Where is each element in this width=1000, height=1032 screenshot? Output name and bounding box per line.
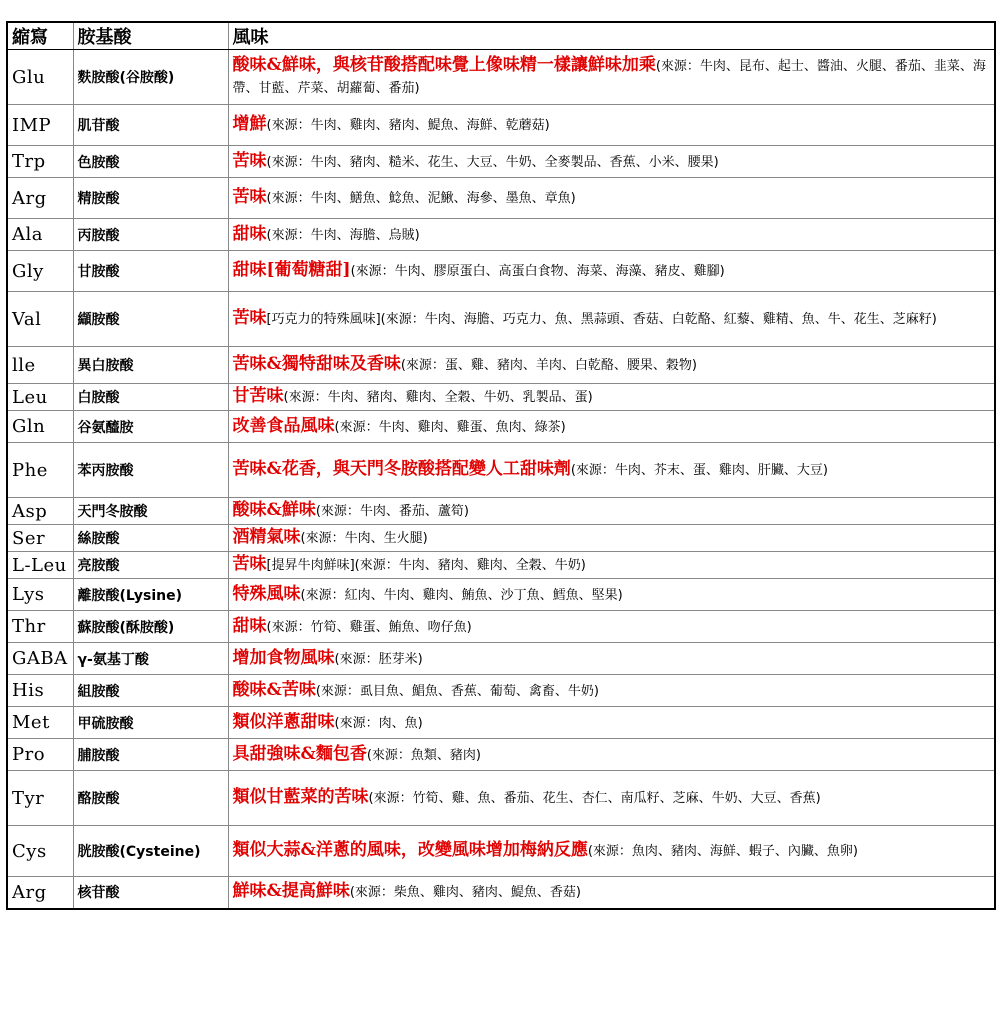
- cell-flavor: [228, 443, 995, 498]
- cell-flavor: [228, 643, 995, 675]
- table-row: [7, 611, 995, 643]
- cell-abbr: Pro: [7, 739, 73, 771]
- table-row: [7, 707, 995, 739]
- flavor-source: (來源：牛肉、鱔魚、鯰魚、泥鰍、海參、墨魚、章魚): [266, 191, 576, 206]
- amino-acid-table-container: [6, 21, 994, 910]
- cell-amino-acid: 麩胺酸(谷胺酸): [73, 50, 228, 105]
- cell-flavor: [228, 411, 995, 443]
- flavor-highlight: 苦味: [232, 308, 267, 328]
- flavor-highlight: 苦味&獨特甜味及香味: [232, 354, 401, 374]
- flavor-source: (來源：魚類、豬肉): [366, 747, 482, 763]
- cell-flavor: [228, 105, 995, 146]
- cell-abbr: Lys: [7, 579, 73, 611]
- cell-flavor: [228, 675, 995, 707]
- flavor-highlight: 酒精氣味: [232, 527, 301, 547]
- cell-flavor: [228, 707, 995, 739]
- cell-abbr: Glu: [7, 50, 73, 105]
- flavor-highlight: 甜味[葡萄糖甜]: [232, 260, 351, 280]
- flavor-source: (來源：牛肉、雞肉、雞蛋、魚肉、綠茶): [334, 419, 566, 435]
- header-flavor: 風味: [228, 22, 995, 50]
- cell-flavor: [228, 146, 995, 178]
- flavor-source: (來源：肉、魚): [334, 715, 423, 731]
- flavor-source: (來源：柴魚、雞肉、豬肉、鯷魚、香菇): [349, 885, 582, 901]
- cell-flavor: [228, 877, 995, 909]
- cell-amino-acid: 核苷酸: [73, 877, 228, 909]
- table-row: [7, 443, 995, 498]
- flavor-highlight: 具甜強味&麵包香: [232, 743, 367, 764]
- flavor-highlight: 苦味: [232, 554, 267, 574]
- cell-abbr: L-Leu: [7, 552, 73, 579]
- table-header-row: [7, 22, 995, 50]
- cell-flavor: [228, 525, 995, 552]
- flavor-highlight: 類似大蒜&洋蔥的風味，改變風味增加梅納反應: [232, 840, 588, 860]
- flavor-highlight: 增加食物風味: [232, 647, 335, 668]
- cell-flavor: [228, 611, 995, 643]
- cell-amino-acid: 亮胺酸: [73, 552, 228, 579]
- cell-flavor: [228, 347, 995, 384]
- cell-amino-acid: 甘胺酸: [73, 251, 228, 292]
- table-row: [7, 105, 995, 146]
- table-row: [7, 739, 995, 771]
- table-row: [7, 826, 995, 877]
- cell-amino-acid: 絲胺酸: [73, 525, 228, 552]
- cell-flavor: [228, 178, 995, 219]
- cell-amino-acid: 脯胺酸: [73, 739, 228, 771]
- table-row: [7, 347, 995, 384]
- flavor-highlight: 增鮮: [232, 114, 267, 134]
- flavor-source: (來源：魚肉、豬肉、海鮮、蝦子、內臟、魚卵): [587, 844, 859, 859]
- table-row: [7, 579, 995, 611]
- cell-amino-acid: γ-氨基丁酸: [73, 643, 228, 675]
- cell-abbr: Arg: [7, 877, 73, 909]
- flavor-source: (來源：竹筍、雞蛋、鮪魚、吻仔魚): [266, 619, 472, 635]
- table-row: [7, 50, 995, 105]
- cell-abbr: His: [7, 675, 73, 707]
- cell-abbr: lle: [7, 347, 73, 384]
- cell-amino-acid: 組胺酸: [73, 675, 228, 707]
- flavor-highlight: 甘苦味: [232, 386, 284, 406]
- cell-flavor: [228, 50, 995, 105]
- flavor-highlight: 酸味&苦味: [232, 679, 316, 700]
- cell-abbr: Gly: [7, 251, 73, 292]
- cell-flavor: [228, 251, 995, 292]
- amino-acid-flavor-table: [6, 21, 996, 910]
- table-row: [7, 498, 995, 525]
- cell-amino-acid: 蘇胺酸(酥胺酸): [73, 611, 228, 643]
- flavor-source: (來源：竹筍、雞、魚、番茄、花生、杏仁、南瓜籽、芝麻、牛奶、大豆、香蕉): [368, 791, 821, 806]
- cell-abbr: Val: [7, 292, 73, 347]
- flavor-source: (來源：紅肉、牛肉、雞肉、鮪魚、沙丁魚、鱈魚、堅果): [300, 587, 623, 603]
- cell-amino-acid: 色胺酸: [73, 146, 228, 178]
- cell-amino-acid: 苯丙胺酸: [73, 443, 228, 498]
- flavor-highlight: 苦味: [232, 150, 267, 171]
- flavor-highlight: 酸味&鮮味，與核苷酸搭配味覺上像味精一樣讓鮮味加乘: [232, 55, 656, 75]
- cell-amino-acid: 白胺酸: [73, 384, 228, 411]
- table-row: [7, 251, 995, 292]
- flavor-highlight: 特殊風味: [232, 583, 301, 604]
- table-row: [7, 643, 995, 675]
- cell-amino-acid: 甲硫胺酸: [73, 707, 228, 739]
- cell-amino-acid: 肌苷酸: [73, 105, 228, 146]
- cell-amino-acid: 天門冬胺酸: [73, 498, 228, 525]
- flavor-source: (來源：牛肉、昆布、起士、醬油、火腿、番茄、韭菜、海帶、甘藍、芹菜、胡蘿蔔、番茄): [232, 59, 986, 96]
- cell-flavor: [228, 292, 995, 347]
- cell-abbr: Asp: [7, 498, 73, 525]
- flavor-source: (來源：牛肉、雞肉、豬肉、鯷魚、海鮮、乾蘑菇): [266, 118, 550, 133]
- flavor-source: [提昇牛肉鮮味](來源：牛肉、豬肉、雞肉、全穀、牛奶): [266, 558, 586, 573]
- cell-amino-acid: 異白胺酸: [73, 347, 228, 384]
- table-row: [7, 146, 995, 178]
- flavor-source: (來源：牛肉、生火腿): [300, 531, 428, 546]
- cell-abbr: GABA: [7, 643, 73, 675]
- flavor-source: (來源：蛋、雞、豬肉、羊肉、白乾酪、腰果、穀物): [400, 358, 698, 373]
- flavor-highlight: 苦味&花香，與天門冬胺酸搭配變人工甜味劑: [232, 459, 571, 479]
- cell-amino-acid: 谷氨醯胺: [73, 411, 228, 443]
- table-row: [7, 411, 995, 443]
- flavor-highlight: 甜味: [232, 615, 267, 636]
- cell-abbr: Arg: [7, 178, 73, 219]
- flavor-highlight: 鮮味&提高鮮味: [232, 881, 350, 902]
- cell-flavor: [228, 771, 995, 826]
- table-row: [7, 525, 995, 552]
- table-row: [7, 292, 995, 347]
- cell-abbr: IMP: [7, 105, 73, 146]
- cell-abbr: Trp: [7, 146, 73, 178]
- flavor-highlight: 苦味: [232, 187, 267, 207]
- cell-amino-acid: 離胺酸(Lysine): [73, 579, 228, 611]
- cell-abbr: Cys: [7, 826, 73, 877]
- cell-abbr: Met: [7, 707, 73, 739]
- flavor-highlight: 類似甘藍菜的苦味: [232, 787, 369, 807]
- cell-flavor: [228, 739, 995, 771]
- cell-flavor: [228, 498, 995, 525]
- flavor-source: (來源：牛肉、膠原蛋白、高蛋白食物、海菜、海藻、豬皮、雞腳): [350, 264, 725, 279]
- cell-flavor: [228, 384, 995, 411]
- flavor-source: (來源：胚芽米): [334, 651, 423, 667]
- flavor-highlight: 改善食品風味: [232, 415, 335, 436]
- cell-amino-acid: 精胺酸: [73, 178, 228, 219]
- cell-flavor: [228, 552, 995, 579]
- flavor-highlight: 類似洋蔥甜味: [232, 711, 335, 732]
- cell-abbr: Ala: [7, 219, 73, 251]
- cell-flavor: [228, 826, 995, 877]
- table-row: [7, 384, 995, 411]
- flavor-highlight: 酸味&鮮味: [232, 500, 316, 520]
- table-row: [7, 877, 995, 909]
- flavor-source: (來源：牛肉、芥末、蛋、雞肉、肝臟、大豆): [570, 463, 829, 478]
- cell-abbr: Gln: [7, 411, 73, 443]
- flavor-source: (來源：牛肉、海膽、烏賊): [266, 227, 420, 243]
- cell-amino-acid: 胱胺酸(Cysteine): [73, 826, 228, 877]
- cell-abbr: Thr: [7, 611, 73, 643]
- table-row: [7, 178, 995, 219]
- table-row: [7, 219, 995, 251]
- cell-amino-acid: 丙胺酸: [73, 219, 228, 251]
- cell-abbr: Ser: [7, 525, 73, 552]
- cell-amino-acid: 酪胺酸: [73, 771, 228, 826]
- flavor-source: (來源：牛肉、豬肉、糙米、花生、大豆、牛奶、全麥製品、香蕉、小米、腰果): [266, 154, 719, 170]
- cell-flavor: [228, 219, 995, 251]
- header-abbr: 縮寫: [7, 22, 73, 50]
- cell-amino-acid: 纈胺酸: [73, 292, 228, 347]
- table-row: [7, 552, 995, 579]
- cell-abbr: Leu: [7, 384, 73, 411]
- table-row: [7, 675, 995, 707]
- cell-flavor: [228, 579, 995, 611]
- flavor-source: (來源：虱目魚、鯧魚、香蕉、葡萄、禽畜、牛奶): [315, 683, 600, 699]
- flavor-source: [巧克力的特殊風味](來源：牛肉、海膽、巧克力、魚、黑蒜頭、香菇、白乾酪、紅藜、雞精、魚、牛、花生、芝麻籽): [266, 312, 937, 327]
- flavor-source: (來源：牛肉、番茄、蘆筍): [315, 504, 470, 519]
- cell-abbr: Tyr: [7, 771, 73, 826]
- flavor-highlight: 甜味: [232, 223, 267, 244]
- header-amino-acid: 胺基酸: [73, 22, 228, 50]
- cell-abbr: Phe: [7, 443, 73, 498]
- table-row: [7, 771, 995, 826]
- flavor-source: (來源：牛肉、豬肉、雞肉、全穀、牛奶、乳製品、蛋): [283, 390, 593, 405]
